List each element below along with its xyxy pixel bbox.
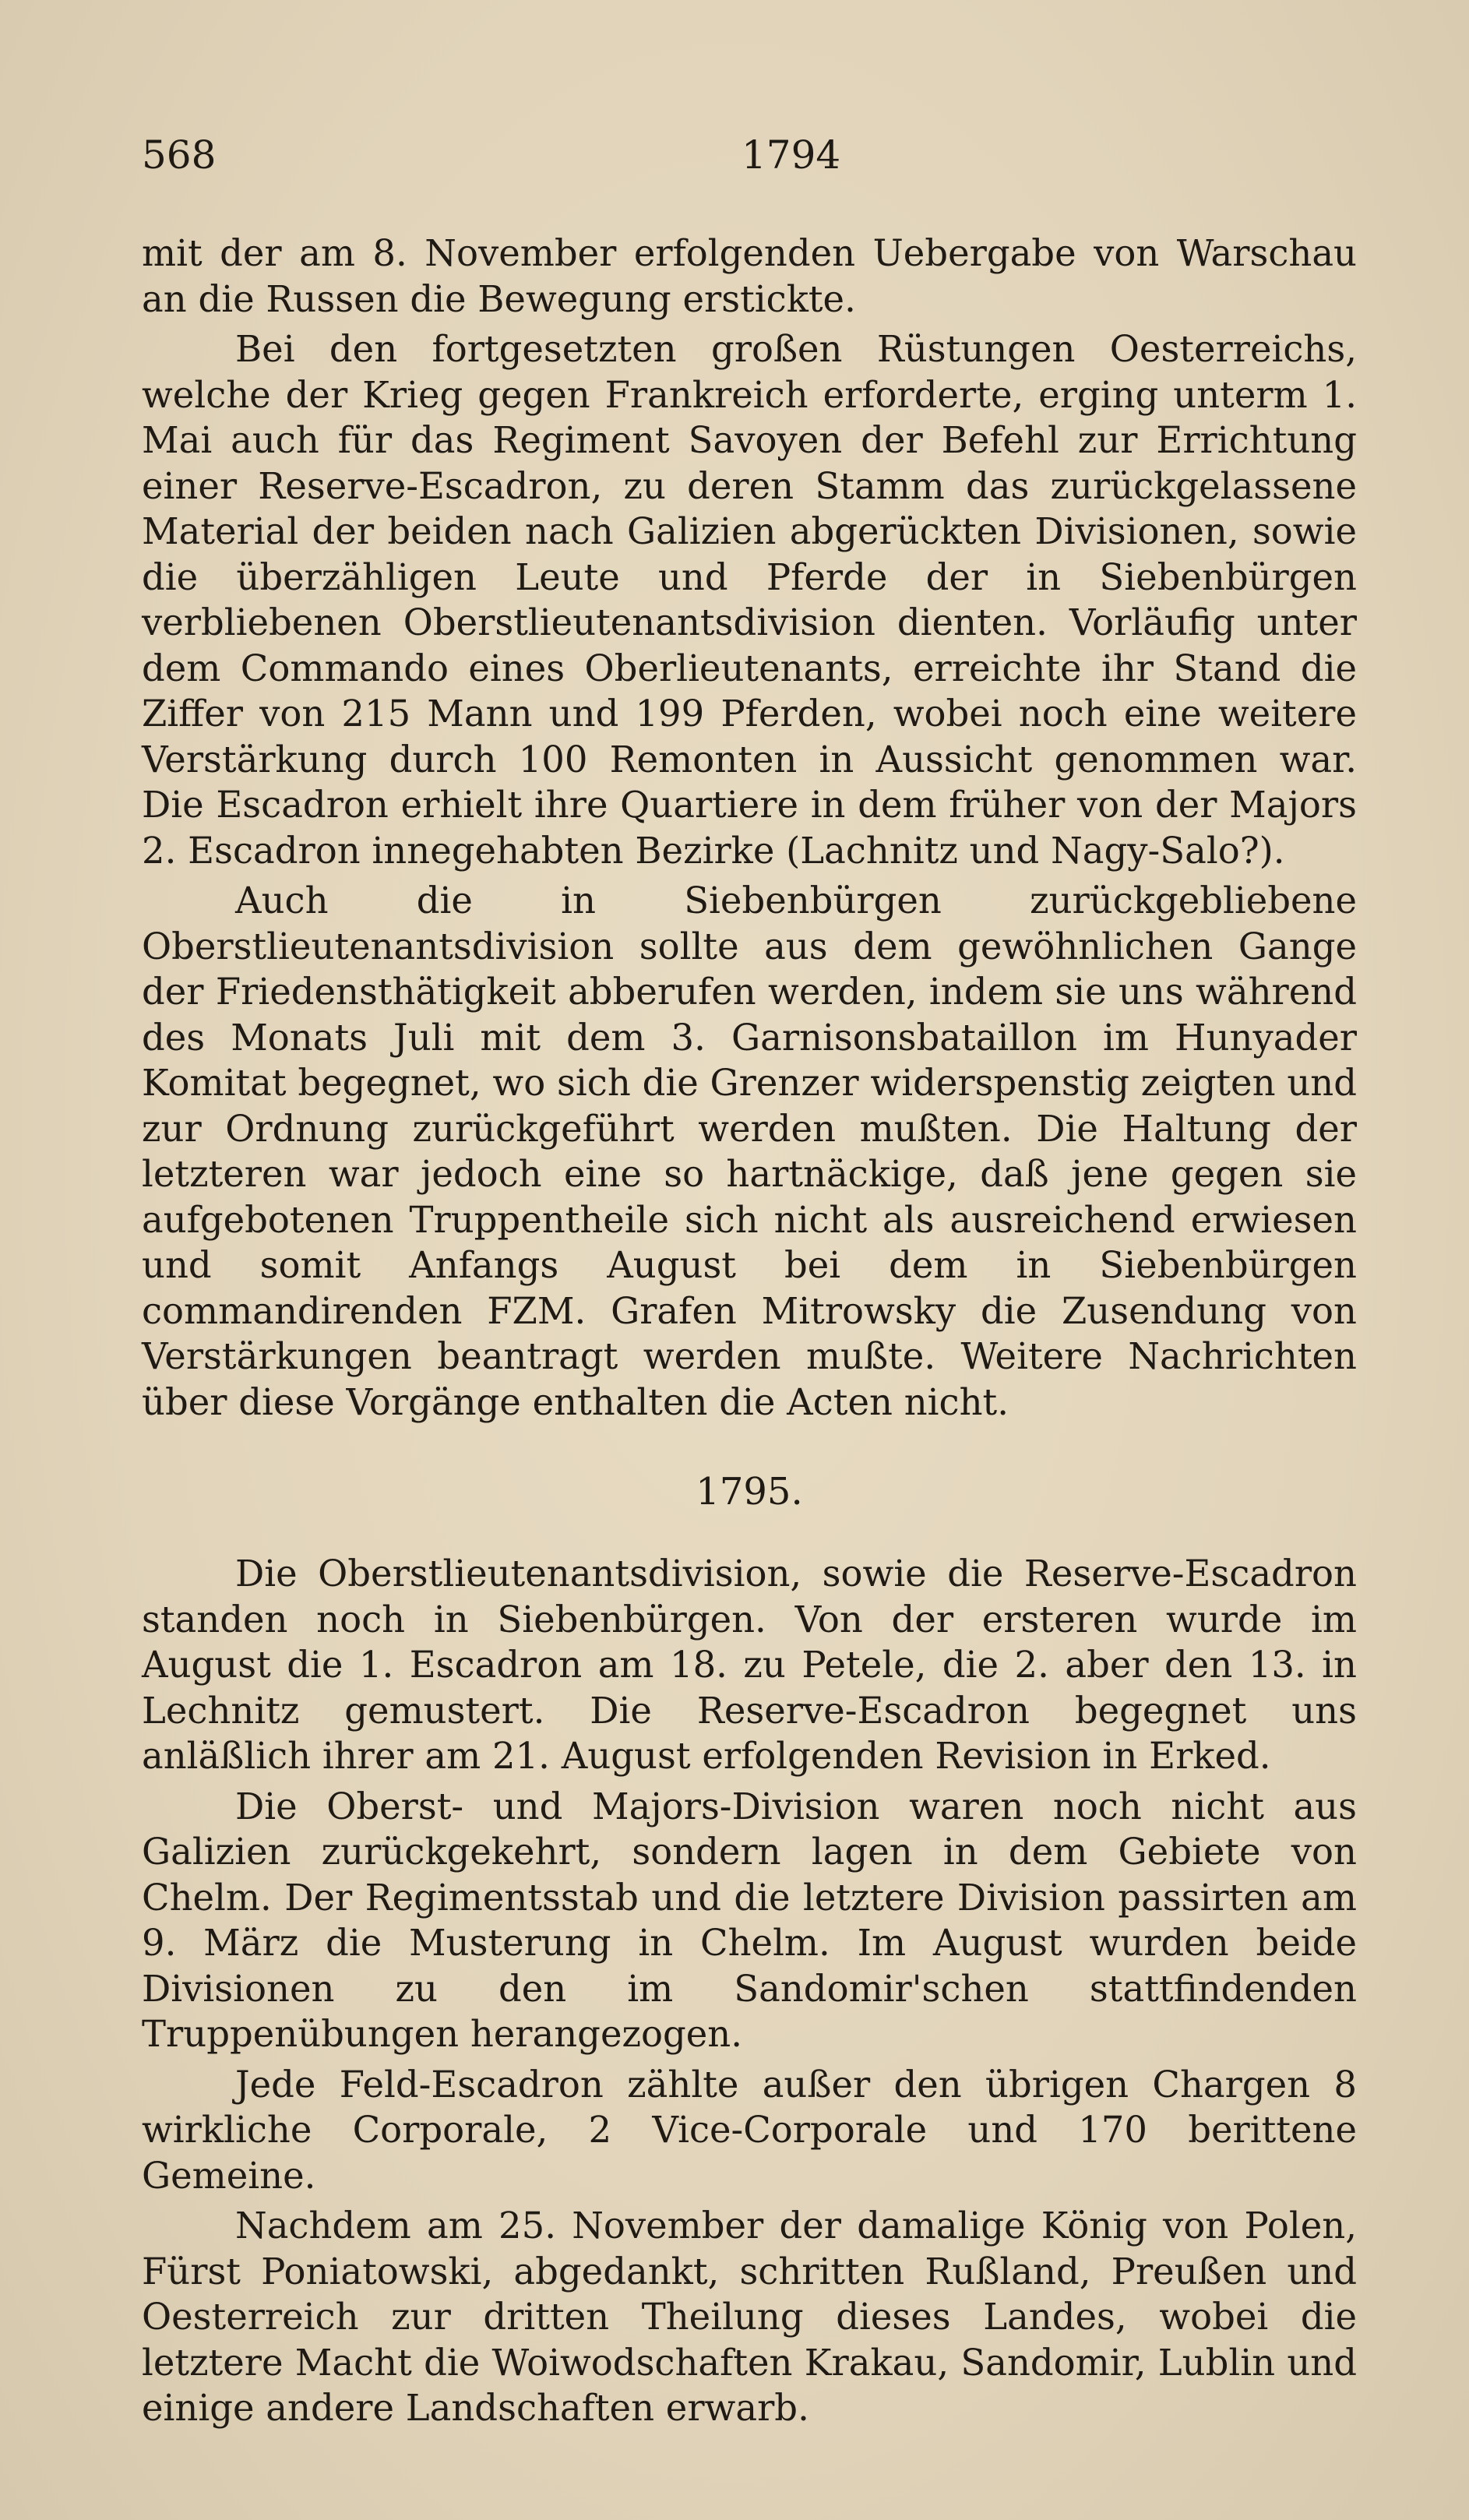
paragraph-1795-feld-escadron: Jede Feld-Escadron zählte außer den übrigen Chargen 8 wirkliche Corporale, 2 Vice-Corporale und 170 berittene Gemeine.	[142, 2063, 1357, 2197]
body-text	[142, 231, 1357, 2436]
section-heading-1795: 1795.	[696, 1470, 803, 1514]
paragraph-oberstlieutenantsdivision: Auch die in Siebenbürgen zurückgebliebene Oberstlieutenantsdivision sollte aus dem gewöhnlichen Gange der Friedensthätigkeit abberufen werden, indem sie uns während des Monats Juli mit dem 3. Garnisonsbataillon im Hunyader Komitat begegnet, wo sich die Grenzer widerspenstig zeigten und zur Ordnung zurückgeführt werden mußten. Die Haltung der letzteren war jedoch eine so hartnäckige, daß jene gegen sie aufgebotenen Truppentheile sich nicht als ausreichend erwiesen und somit Anfangs August bei dem in Siebenbürgen commandirenden FZM. Grafen Mitrowsky die Zusendung von Verstärkungen beantragt werden mußte. Weitere Nachrichten über diese Vorgänge enthalten die Acten nicht.	[142, 879, 1357, 1423]
page-header	[142, 132, 1357, 187]
paragraph-1795-divisions: Die Oberstlieutenantsdivision, sowie die Reserve-Escadron standen noch in Siebenbürgen. Von der ersteren wurde im August die 1. Escadron am 18. zu Petele, die 2. aber den 13. in Lechnitz gemustert. Die Reserve-Escadron begegnet uns anläßlich ihrer am 21. August erfolgenden Revision in Erked.	[142, 1553, 1357, 1777]
page-number: 568	[142, 132, 217, 178]
paragraph-reserve-escadron: Bei den fortgesetzten großen Rüstungen Oesterreichs, welche der Krieg gegen Frankreich erforderte, erging unterm 1. Mai auch für das Regiment Savoyen der Befehl zur Errichtung einer Reserve-Escadron, zu deren Stamm das zurückgelassene Material der beiden nach Galizien abgerückten Divisionen, sowie die überzähligen Leute und Pferde der in Siebenbürgen verbliebenen Oberstlieutenantsdivision dienten. Vorläufig unter dem Commando eines Oberlieutenants, erreichte ihr Stand die Ziffer von 215 Mann und 199 Pferden, wobei noch eine weitere Verstärkung durch 100 Remonten in Aussicht genommen war. Die Escadron erhielt ihre Quartiere in dem früher von der Majors 2. Escadron innegehabten Bezirke (Lachnitz und Nagy-Salo?).	[142, 328, 1357, 872]
running-year-header: 1794	[742, 132, 841, 178]
paragraph-1795-polen: Nachdem am 25. November der damalige König von Polen, Fürst Poniatowski, abgedankt, schritten Rußland, Preußen und Oesterreich zur dritten Theilung dieses Landes, wobei die letztere Macht die Woiwodschaften Krakau, Sandomir, Lublin und einige andere Landschaften erwarb.	[142, 2205, 1357, 2429]
paragraph-continuation: mit der am 8. November erfolgenden Uebergabe von Warschau an die Russen die Bewegung erstickte.	[142, 232, 1357, 320]
paragraph-1795-galizien: Die Oberst- und Majors-Division waren noch nicht aus Galizien zurückgekehrt, sondern lagen in dem Gebiete von Chelm. Der Regimentsstab und die letztere Division passirten am 9. März die Musterung in Chelm. Im August wurden beide Divisionen zu den im Sandomir'schen stattfindenden Truppenübungen herangezogen.	[142, 1785, 1357, 2055]
